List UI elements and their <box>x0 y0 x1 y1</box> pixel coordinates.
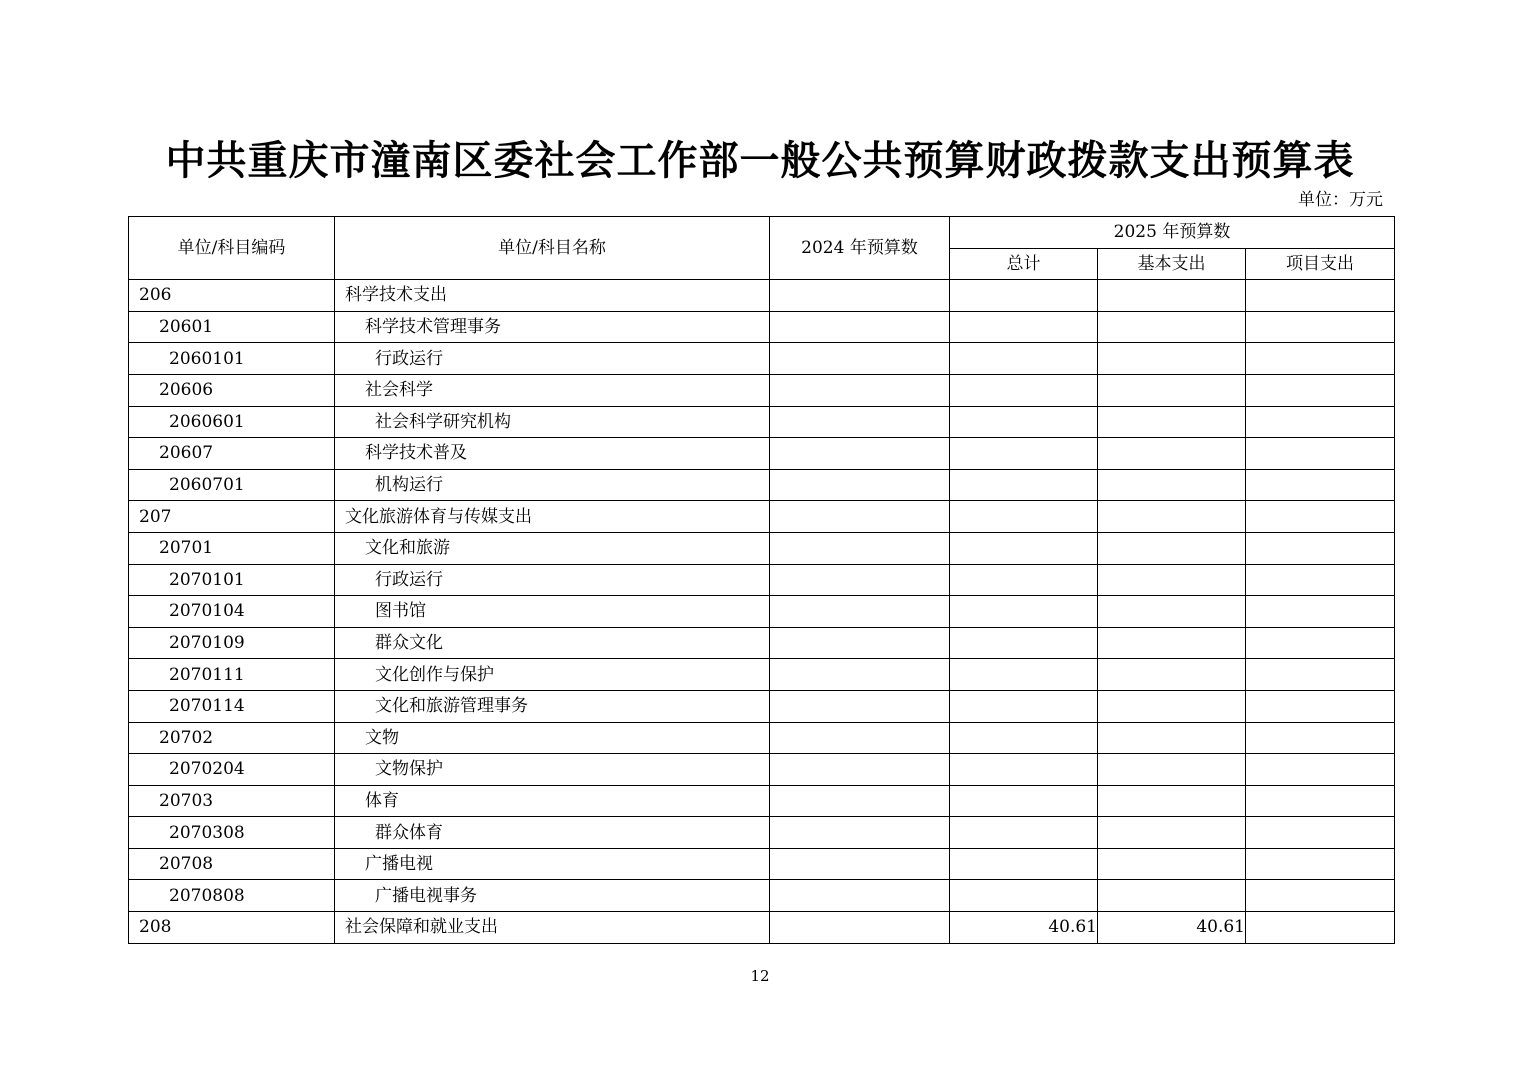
cell-name: 广播电视 <box>335 848 770 880</box>
table-row <box>129 343 1395 375</box>
table-row <box>129 406 1395 438</box>
cell-total <box>950 785 1098 817</box>
table-row <box>129 722 1395 754</box>
cell-basic <box>1098 785 1246 817</box>
cell-total <box>950 438 1098 470</box>
cell-total <box>950 501 1098 533</box>
table-row <box>129 311 1395 343</box>
cell-name: 行政运行 <box>335 564 770 596</box>
cell-budget-2024 <box>770 627 950 659</box>
cell-total: 40.61 <box>950 912 1098 944</box>
cell-code: 2070104 <box>129 596 335 628</box>
cell-basic <box>1098 564 1246 596</box>
cell-budget-2024 <box>770 785 950 817</box>
cell-name: 群众文化 <box>335 627 770 659</box>
cell-basic <box>1098 280 1246 312</box>
cell-budget-2024 <box>770 722 950 754</box>
cell-code: 2070109 <box>129 627 335 659</box>
cell-code: 2070111 <box>129 659 335 691</box>
cell-name: 社会保障和就业支出 <box>335 912 770 944</box>
cell-name: 文化和旅游 <box>335 532 770 564</box>
cell-code: 208 <box>129 912 335 944</box>
cell-name: 文物保护 <box>335 754 770 786</box>
cell-budget-2024 <box>770 374 950 406</box>
table-row <box>129 469 1395 501</box>
cell-code: 20601 <box>129 311 335 343</box>
table-row <box>129 690 1395 722</box>
table-row <box>129 596 1395 628</box>
table-row <box>129 438 1395 470</box>
cell-budget-2024 <box>770 659 950 691</box>
table-row <box>129 532 1395 564</box>
page-title: 中共重庆市潼南区委社会工作部一般公共预算财政拨款支出预算表 <box>165 137 1355 184</box>
cell-basic <box>1098 627 1246 659</box>
cell-project <box>1246 406 1395 438</box>
header-budget-2024: 2024 年预算数 <box>770 217 950 280</box>
header-project: 项目支出 <box>1246 248 1395 280</box>
table-row <box>129 501 1395 533</box>
cell-budget-2024 <box>770 912 950 944</box>
cell-project <box>1246 880 1395 912</box>
cell-total <box>950 406 1098 438</box>
cell-project <box>1246 817 1395 849</box>
cell-name: 体育 <box>335 785 770 817</box>
table-row <box>129 848 1395 880</box>
cell-budget-2024 <box>770 532 950 564</box>
cell-name: 社会科学研究机构 <box>335 406 770 438</box>
cell-name: 科学技术管理事务 <box>335 311 770 343</box>
cell-basic <box>1098 438 1246 470</box>
cell-budget-2024 <box>770 848 950 880</box>
cell-basic <box>1098 690 1246 722</box>
cell-basic <box>1098 532 1246 564</box>
cell-budget-2024 <box>770 501 950 533</box>
cell-code: 206 <box>129 280 335 312</box>
page-number: 12 <box>750 967 770 985</box>
cell-basic <box>1098 343 1246 375</box>
header-total: 总计 <box>950 248 1098 280</box>
cell-basic <box>1098 501 1246 533</box>
cell-budget-2024 <box>770 280 950 312</box>
table-row <box>129 374 1395 406</box>
cell-budget-2024 <box>770 469 950 501</box>
cell-basic <box>1098 817 1246 849</box>
cell-code: 2070308 <box>129 817 335 849</box>
cell-name: 科学技术普及 <box>335 438 770 470</box>
cell-name: 文化创作与保护 <box>335 659 770 691</box>
cell-name: 文化和旅游管理事务 <box>335 690 770 722</box>
cell-budget-2024 <box>770 880 950 912</box>
cell-total <box>950 280 1098 312</box>
cell-name: 科学技术支出 <box>335 280 770 312</box>
cell-name: 机构运行 <box>335 469 770 501</box>
cell-project <box>1246 722 1395 754</box>
cell-budget-2024 <box>770 754 950 786</box>
cell-project <box>1246 564 1395 596</box>
cell-name: 文化旅游体育与传媒支出 <box>335 501 770 533</box>
table-row <box>129 785 1395 817</box>
cell-total <box>950 659 1098 691</box>
cell-budget-2024 <box>770 343 950 375</box>
cell-budget-2024 <box>770 311 950 343</box>
cell-project <box>1246 311 1395 343</box>
cell-name: 广播电视事务 <box>335 880 770 912</box>
header-name: 单位/科目名称 <box>335 217 770 280</box>
table-row <box>129 659 1395 691</box>
cell-budget-2024 <box>770 690 950 722</box>
cell-total <box>950 627 1098 659</box>
cell-code: 2070114 <box>129 690 335 722</box>
cell-basic <box>1098 722 1246 754</box>
cell-basic <box>1098 880 1246 912</box>
cell-total <box>950 880 1098 912</box>
cell-code: 2060101 <box>129 343 335 375</box>
cell-total <box>950 343 1098 375</box>
table-row <box>129 754 1395 786</box>
cell-total <box>950 596 1098 628</box>
unit-label: 单位：万元 <box>1298 190 1383 210</box>
cell-budget-2024 <box>770 596 950 628</box>
cell-budget-2024 <box>770 564 950 596</box>
table-row <box>129 880 1395 912</box>
cell-code: 2070101 <box>129 564 335 596</box>
cell-basic <box>1098 311 1246 343</box>
cell-total <box>950 564 1098 596</box>
cell-budget-2024 <box>770 406 950 438</box>
cell-project <box>1246 627 1395 659</box>
cell-code: 20701 <box>129 532 335 564</box>
cell-basic <box>1098 406 1246 438</box>
cell-name: 文物 <box>335 722 770 754</box>
table-row <box>129 817 1395 849</box>
cell-code: 2070204 <box>129 754 335 786</box>
cell-total <box>950 311 1098 343</box>
cell-basic <box>1098 596 1246 628</box>
cell-name: 社会科学 <box>335 374 770 406</box>
cell-name: 行政运行 <box>335 343 770 375</box>
cell-total <box>950 722 1098 754</box>
cell-code: 20702 <box>129 722 335 754</box>
cell-project <box>1246 438 1395 470</box>
cell-basic <box>1098 659 1246 691</box>
cell-project <box>1246 659 1395 691</box>
cell-total <box>950 848 1098 880</box>
cell-project <box>1246 785 1395 817</box>
cell-project <box>1246 912 1395 944</box>
cell-project <box>1246 690 1395 722</box>
cell-project <box>1246 280 1395 312</box>
cell-basic: 40.61 <box>1098 912 1246 944</box>
table-row <box>129 627 1395 659</box>
cell-code: 20606 <box>129 374 335 406</box>
table-body <box>129 280 1395 943</box>
cell-total <box>950 469 1098 501</box>
cell-basic <box>1098 469 1246 501</box>
cell-total <box>950 754 1098 786</box>
table-row <box>129 564 1395 596</box>
cell-project <box>1246 848 1395 880</box>
cell-code: 20703 <box>129 785 335 817</box>
cell-total <box>950 817 1098 849</box>
cell-code: 2060701 <box>129 469 335 501</box>
table-row <box>129 912 1395 944</box>
cell-project <box>1246 532 1395 564</box>
cell-name: 群众体育 <box>335 817 770 849</box>
header-code: 单位/科目编码 <box>129 217 335 280</box>
header-budget-2025: 2025 年预算数 <box>950 217 1395 249</box>
cell-project <box>1246 469 1395 501</box>
budget-table <box>128 216 1395 944</box>
cell-code: 20708 <box>129 848 335 880</box>
cell-budget-2024 <box>770 438 950 470</box>
cell-name: 图书馆 <box>335 596 770 628</box>
cell-budget-2024 <box>770 817 950 849</box>
cell-basic <box>1098 848 1246 880</box>
table-row <box>129 280 1395 312</box>
cell-total <box>950 532 1098 564</box>
header-basic: 基本支出 <box>1098 248 1246 280</box>
cell-project <box>1246 754 1395 786</box>
cell-total <box>950 374 1098 406</box>
cell-code: 2060601 <box>129 406 335 438</box>
cell-basic <box>1098 374 1246 406</box>
cell-code: 2070808 <box>129 880 335 912</box>
cell-total <box>950 690 1098 722</box>
cell-code: 20607 <box>129 438 335 470</box>
cell-project <box>1246 501 1395 533</box>
cell-project <box>1246 343 1395 375</box>
cell-code: 207 <box>129 501 335 533</box>
cell-basic <box>1098 754 1246 786</box>
cell-project <box>1246 596 1395 628</box>
cell-project <box>1246 374 1395 406</box>
